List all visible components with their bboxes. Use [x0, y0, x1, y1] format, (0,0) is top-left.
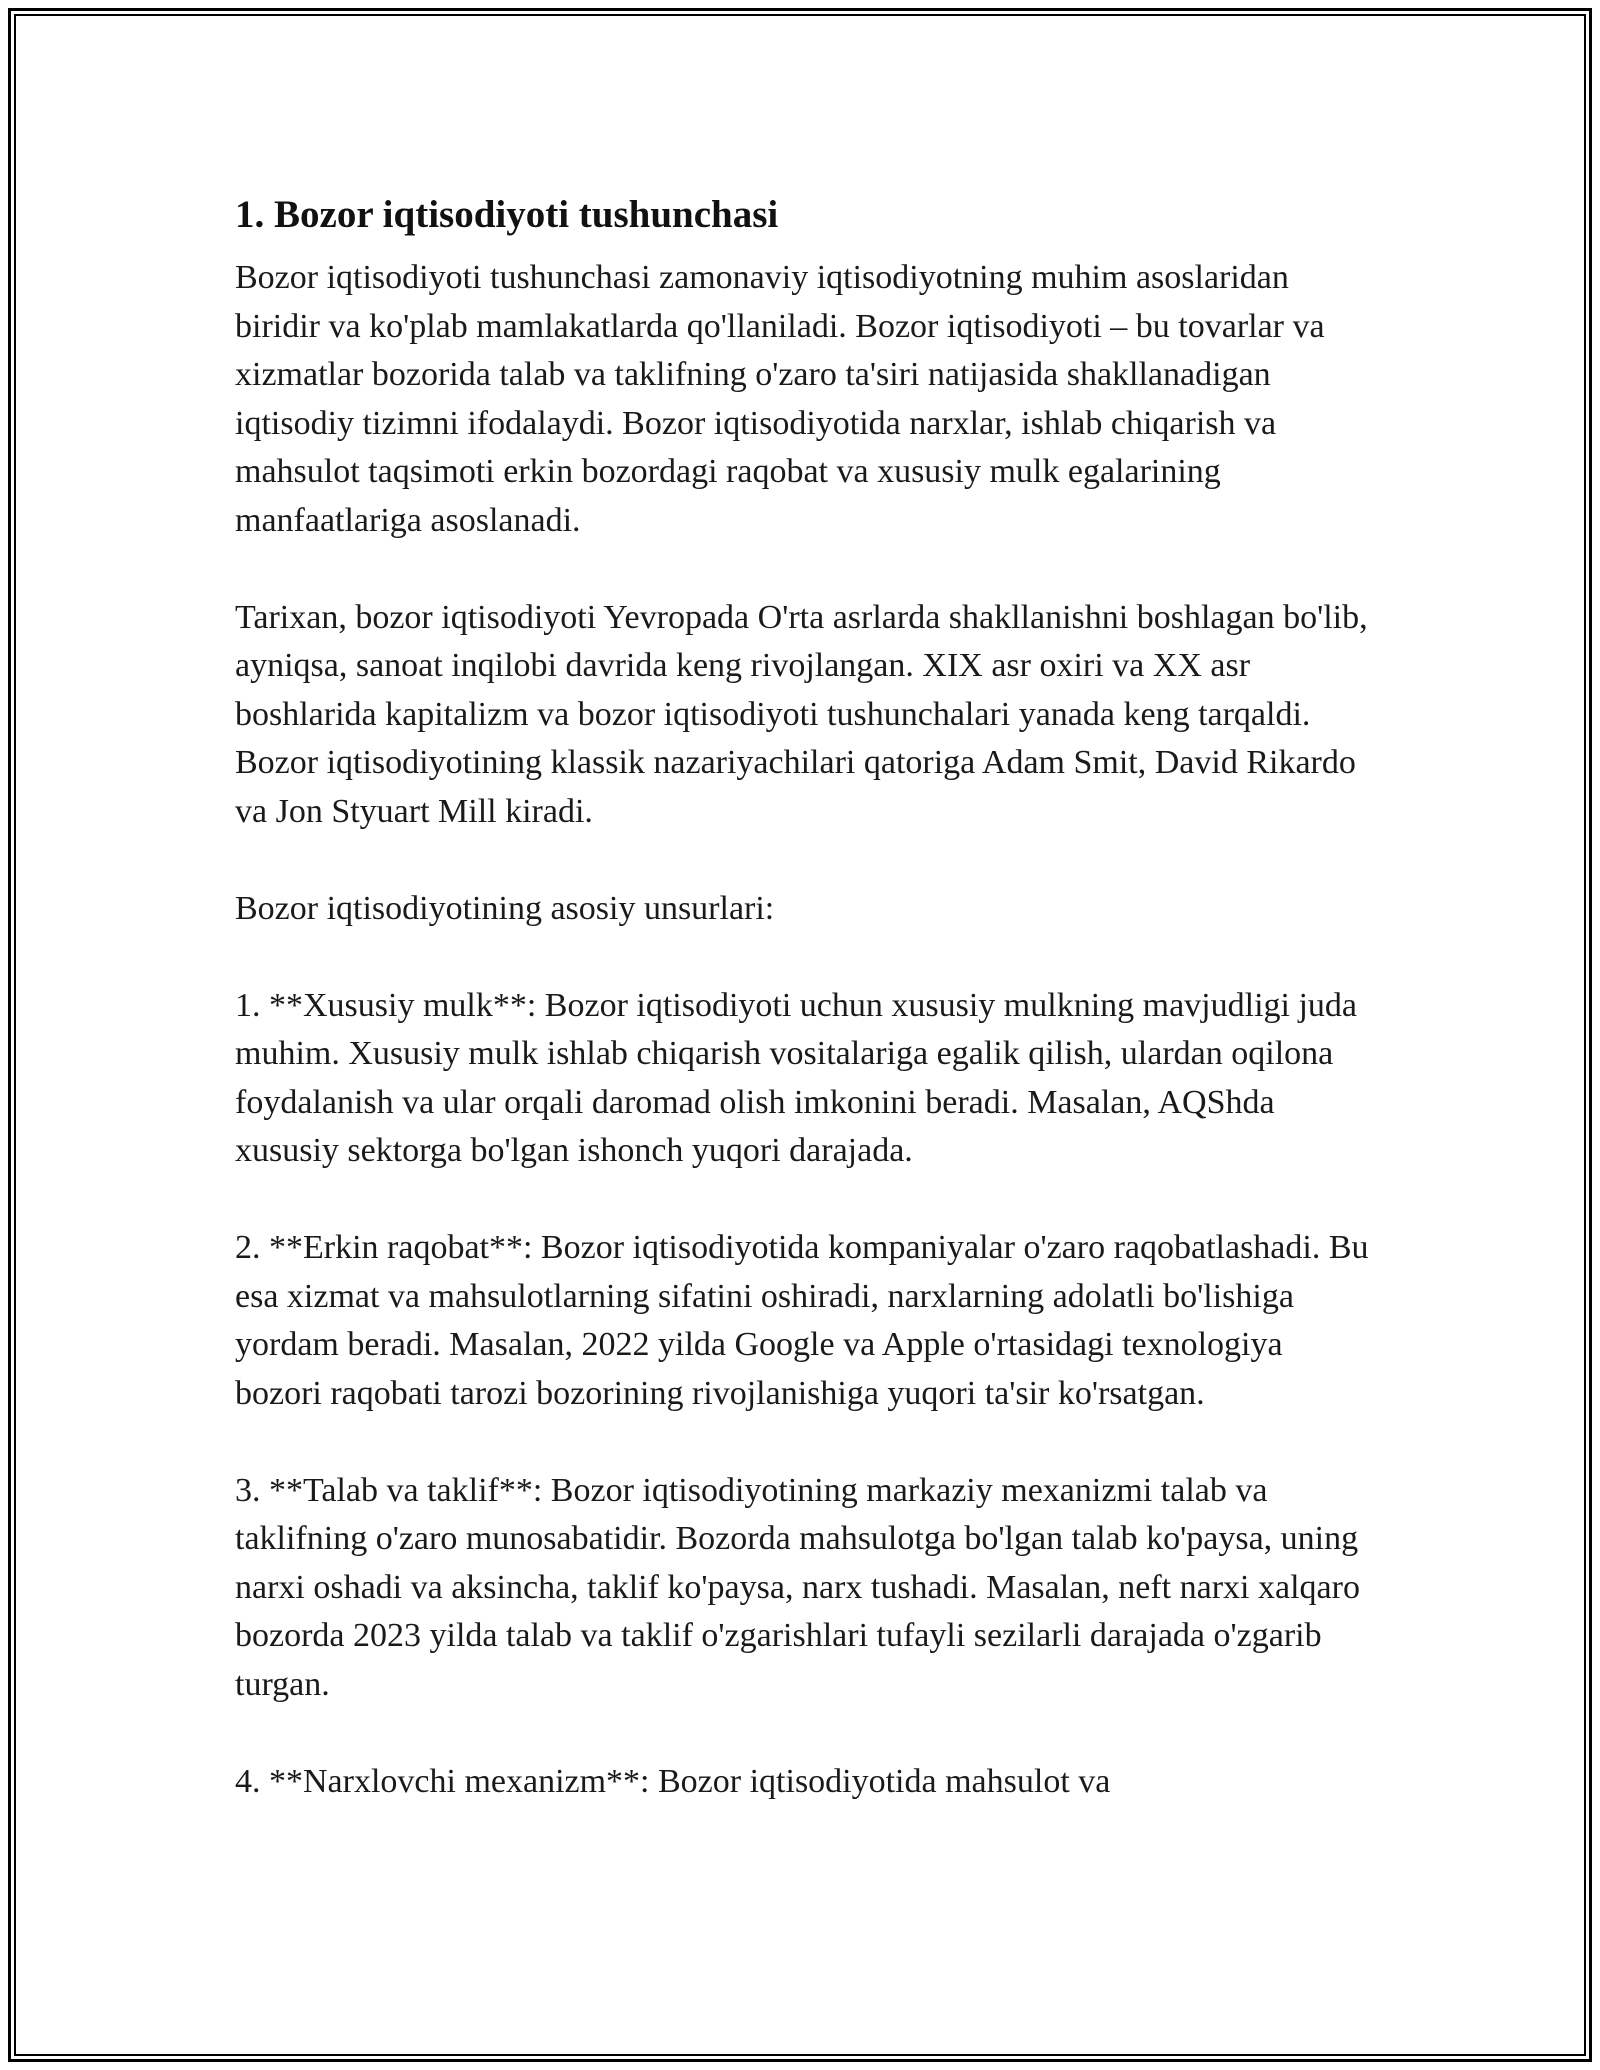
list-item-free-competition: 2. **Erkin raqobat**: Bozor iqtisodiyotida kompaniyalar o'zaro raqobatlashadi. Bu esa xizmat va mahsulotlarning sifatini oshiradi, narxlarning adolatli bo'lishiga yordam beradi. Masalan, 2022 yilda Google va Apple o'rtasidagi texnologiya bozori raqobati tarozi bozorining rivojlanishiga yuqori ta'sir ko'rsatgan. — [235, 1229, 1369, 1412]
list-item-pricing-mechanism: 4. **Narxlovchi mexanizm**: Bozor iqtisodiyotida mahsulot va — [235, 1762, 1111, 1800]
document-title: 1. Bozor iqtisodiyoti tushunchasi — [235, 193, 779, 236]
paragraph-history: Tarixan, bozor iqtisodiyoti Yevropada O'rta asrlarda shakllanishni boshlagan bo'lib, ayniqsa, sanoat inqilobi davrida keng rivojlangan. XIX asr oxiri va XX asr boshlarida kapitalizm va bozor iqtisodiyoti tushunchalari yanada keng tarqaldi. Bozor iqtisodiyotining klassik nazariyachilari qatoriga Adam Smit, David Rikardo va Jon Styuart Mill kiradi. — [235, 598, 1368, 830]
list-item-supply-demand: 3. **Talab va taklif**: Bozor iqtisodiyotining markaziy mexanizmi talab va taklifning o'zaro munosabatidir. Bozorda mahsulotga bo'lgan talab ko'paysa, uning narxi oshadi va aksincha, taklif ko'paysa, narx tushadi. Masalan, neft narxi xalqaro bozorda 2023 yilda talab va taklif o'zgarishlari tufayli sezilarli darajada o'zgarib turgan. — [235, 1471, 1360, 1703]
paragraph-intro: Bozor iqtisodiyoti tushunchasi zamonaviy iqtisodiyotning muhim asoslaridan biridir va ko'plab mamlakatlarda qo'llaniladi. Bozor iqtisodiyoti – bu tovarlar va xizmatlar bozorida talab va taklifning o'zaro ta'siri natijasida shakllanadigan iqtisodiy tizimni ifodalaydi. Bozor iqtisodiyotida narxlar, ishlab chiqarish va mahsulot taqsimoti erkin bozordagi raqobat va xususiy mulk egalarining manfaatlariga asoslanadi. — [235, 259, 1325, 539]
document-page — [235, 186, 1375, 1806]
paragraph-elements-heading: Bozor iqtisodiyotining asosiy unsurlari: — [235, 889, 775, 927]
list-item-private-property: 1. **Xususiy mulk**: Bozor iqtisodiyoti uchun xususiy mulkning mavjudligi juda muhim. Xususiy mulk ishlab chiqarish vositalariga egalik qilish, ulardan oqilona foydalanish va ular orqali daromad olish imkonini beradi. Masalan, AQShda xususiy sektorga bo'lgan ishonch yuqori darajada. — [235, 986, 1357, 1169]
